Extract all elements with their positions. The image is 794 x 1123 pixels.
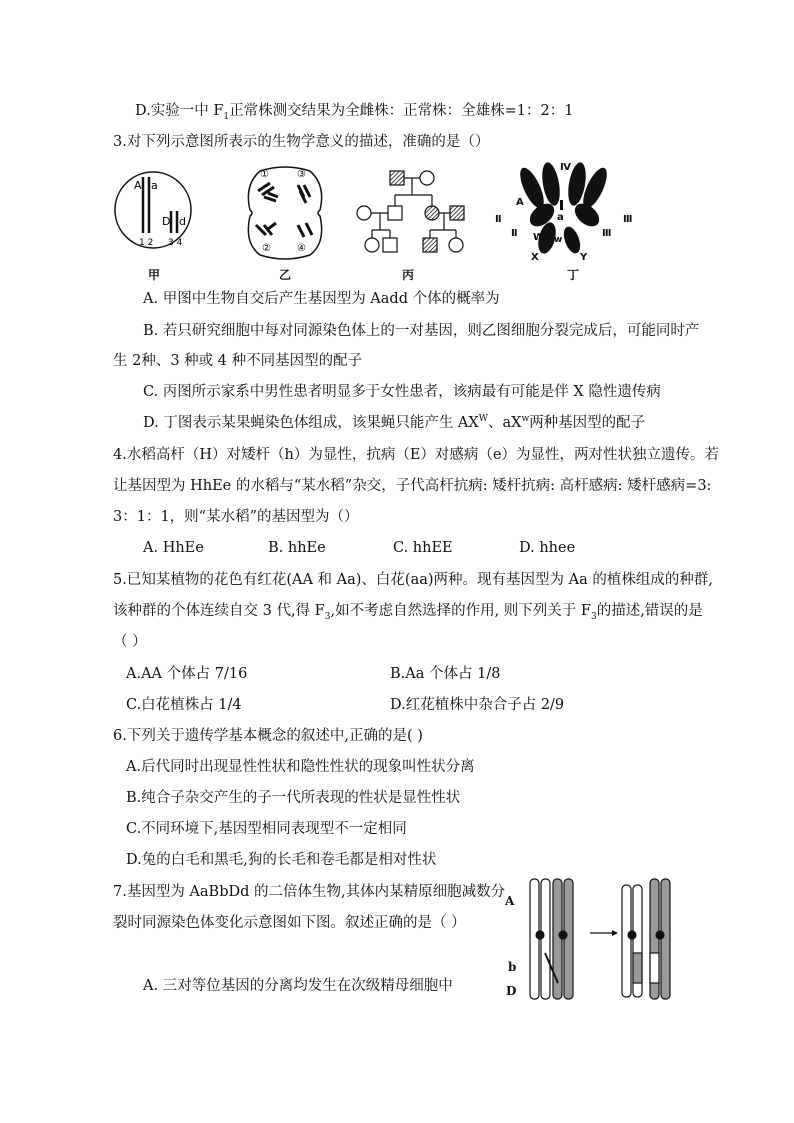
q5-stem-line3: （ ） — [113, 634, 147, 650]
label-a: a — [557, 212, 564, 223]
q5-option-a: A.AA 个体占 7/16 — [126, 666, 248, 682]
q6-option-c: C.不同环境下,基因型相同表现型不一定相同 — [126, 821, 407, 837]
q4-option-c: C. hhEE — [393, 540, 453, 556]
q4-stem-line3: 3：1：1，则“某水稻”的基因型为（） — [113, 509, 359, 525]
q5-stem-line2: 该种群的个体连续自交 3 代,得 $F_3$,如不考虑自然选择的作用, 则下列关于 $F_3$的描述,错误的是 — [113, 603, 703, 622]
q4-option-b: B. hhEe — [268, 540, 326, 556]
q3-option-b-line1: B. 若只研究细胞中每对同源染色体上的一对基因，则乙图细胞分裂完成后，可能同时产 — [143, 323, 700, 339]
figure-q7-crossing-over — [500, 873, 690, 1003]
q3-option-a: A. 甲图中生物自交后产生基因型为 Aadd 个体的概率为 — [143, 291, 500, 307]
label-Y: Y — [580, 252, 588, 263]
q4-stem-line2: 让基因型为 HhEe 的水稻与“某水稻”杂交，子代高杆抗病: 矮杆抗病: 高杆感病: 矮杆感病=3: — [113, 478, 712, 494]
gene-label-a: a — [151, 179, 158, 192]
caption-ding: 丁 — [567, 268, 580, 282]
gene-label-D: D — [162, 215, 171, 228]
gene-label-A: A — [134, 179, 142, 192]
chrom-num-34: 3 4 — [168, 238, 183, 248]
q2-option-d: D.实验一中 $F_1$正常株测交结果为全雌株：正常株：全雄株=1：2：1 — [135, 103, 574, 122]
label-D: D — [506, 984, 517, 998]
chrom-num-2: ② — [262, 243, 271, 254]
figure-jia — [113, 163, 193, 263]
figure-yi — [240, 163, 330, 263]
q7-stem-line2: 裂时同源染色体变化示意图如下图。叙述正确的是（ ） — [113, 915, 466, 931]
label-iii-2: Ⅲ — [602, 228, 612, 239]
q6-option-d: D.兔的白毛和黑毛,狗的长毛和卷毛都是相对性状 — [126, 852, 437, 868]
label-iv: Ⅳ — [560, 162, 571, 173]
figure-ding-karyotype — [487, 160, 637, 265]
caption-bing: 丙 — [402, 268, 415, 282]
label-A: A — [505, 894, 515, 908]
label-W: W — [533, 232, 545, 243]
chrom-num-1: ① — [260, 169, 269, 180]
q6-stem: 6.下列关于遗传学基本概念的叙述中,正确的是( ) — [113, 728, 423, 744]
q5-option-c: C.白花植株占 1/4 — [126, 697, 242, 713]
q6-option-a: A.后代同时出现显性性状和隐性性状的现象叫性状分离 — [126, 759, 475, 775]
label-b: b — [508, 960, 517, 974]
figure-bing-pedigree — [350, 165, 470, 260]
q4-option-a: A. HhEe — [143, 540, 204, 556]
q4-option-d: D. hhee — [519, 540, 576, 556]
caption-jia: 甲 — [148, 268, 161, 282]
q4-stem-line1: 4.水稻高杆（H）对矮杆（h）为显性，抗病（E）对感病（e）为显性，两对性状独立遗传。若 — [113, 447, 719, 463]
q3-stem: 3.对下列示意图所表示的生物学意义的描述，准确的是（） — [113, 134, 490, 150]
q3-option-c: C. 丙图所示家系中男性患者明显多于女性患者，该病最有可能是伴 X 隐性遗传病 — [143, 384, 661, 400]
label-X: X — [531, 252, 539, 263]
chrom-num-3: ③ — [297, 169, 306, 180]
q5-option-d: D.红花植株中杂合子占 2/9 — [390, 697, 565, 713]
label-w: w — [554, 235, 563, 245]
label-ii-1: Ⅱ — [495, 214, 502, 225]
q6-option-b: B.纯合子杂交产生的子一代所表现的性状是显性性状 — [126, 790, 461, 806]
label-A: A — [516, 197, 524, 208]
gene-label-d: d — [179, 215, 186, 228]
q7-stem-line1: 7.基因型为 AaBbDd 的二倍体生物,其体内某精原细胞减数分 — [113, 884, 506, 900]
chrom-num-12: 1 2 — [139, 238, 154, 248]
q3-option-b-line2: 生 2种、3 种或 4 种不同基因型的配子 — [113, 353, 363, 369]
q3-option-d: D. 丁图表示某果蝇染色体组成，该果蝇只能产生 $AX^W$、$aX^w$两种基因型的配子 — [143, 414, 646, 431]
caption-yi: 乙 — [279, 268, 292, 282]
q5-option-b: B.Aa 个体占 1/8 — [390, 666, 501, 682]
label-iii-1: Ⅲ — [623, 214, 633, 225]
label-ii-2: Ⅱ — [511, 228, 518, 239]
q5-stem-line1: 5.已知某植物的花色有红花(AA 和 Aa)、白花(aa)两种。现有基因型为 Aa 的植株组成的种群, — [113, 572, 713, 588]
chrom-num-4: ④ — [297, 243, 306, 254]
q7-option-a: A. 三对等位基因的分离均发生在次级精母细胞中 — [143, 978, 453, 994]
